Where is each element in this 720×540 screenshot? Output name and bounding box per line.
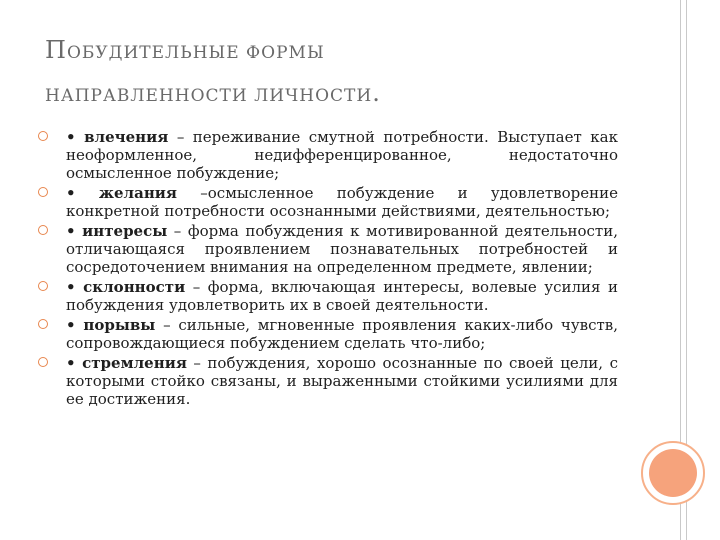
- bullet-dot-icon: •: [66, 354, 76, 372]
- item-term: стремления: [82, 354, 187, 372]
- bullet-circle-icon: [38, 357, 48, 367]
- bullet-list: [38, 128, 618, 410]
- bullet-dot-icon: •: [66, 316, 76, 334]
- list-item: [38, 354, 618, 408]
- list-item: [38, 222, 618, 276]
- item-text: – побуждения, хорошо осознанные по своей цели, с которыми стойко связаны, и выраженными стойкими усилиями для ее достижения.: [66, 354, 618, 408]
- bullet-dot-icon: •: [66, 278, 76, 296]
- item-text: – переживание смутной потребности. Выступает как неоформленное, недифференцированное, недостаточно осмысленное побуждение;: [66, 128, 618, 182]
- list-item: [38, 184, 618, 220]
- title-period: .: [372, 79, 381, 107]
- item-term: склонности: [83, 278, 186, 296]
- bullet-circle-icon: [38, 225, 48, 235]
- bullet-circle-icon: [38, 187, 48, 197]
- item-text: – форма побуждения к мотивированной деятельности, отличающаяся проявлением познавательных потребностей и сосредоточением внимания на определенном предмете, явлении;: [66, 222, 618, 276]
- item-term: влечения: [84, 128, 169, 146]
- slide-title: [45, 30, 645, 114]
- item-text: – сильные, мгновенные проявления каких-либо чувств, сопровождающиеся побуждением сделать что-либо;: [66, 316, 618, 352]
- item-text: – форма, включающая интересы, волевые усилия и побуждения удовлетворить их в своей деятельности.: [66, 278, 618, 314]
- item-term: интересы: [82, 222, 168, 240]
- title-initial: П: [45, 36, 67, 64]
- bullet-dot-icon: •: [66, 128, 76, 146]
- bullet-circle-icon: [38, 281, 48, 291]
- decor-circle-inner: [649, 449, 697, 497]
- bullet-circle-icon: [38, 319, 48, 329]
- list-item: [38, 278, 618, 314]
- bullet-circle-icon: [38, 131, 48, 141]
- item-term: желания: [98, 184, 178, 202]
- item-text: –осмысленное побуждение и удовлетворение конкретной потребности осознанными действиями, деятельностью;: [66, 184, 618, 220]
- list-item: [38, 128, 618, 182]
- item-term: порывы: [83, 316, 156, 334]
- bullet-dot-icon: •: [66, 184, 76, 202]
- list-item: [38, 316, 618, 352]
- title-line2: НАПРАВЛЕННОСТИ ЛИЧНОСТИ: [45, 86, 373, 106]
- bullet-dot-icon: •: [66, 222, 76, 240]
- title-line1: ОБУДИТЕЛЬНЫЕ ФОРМЫ: [66, 43, 325, 63]
